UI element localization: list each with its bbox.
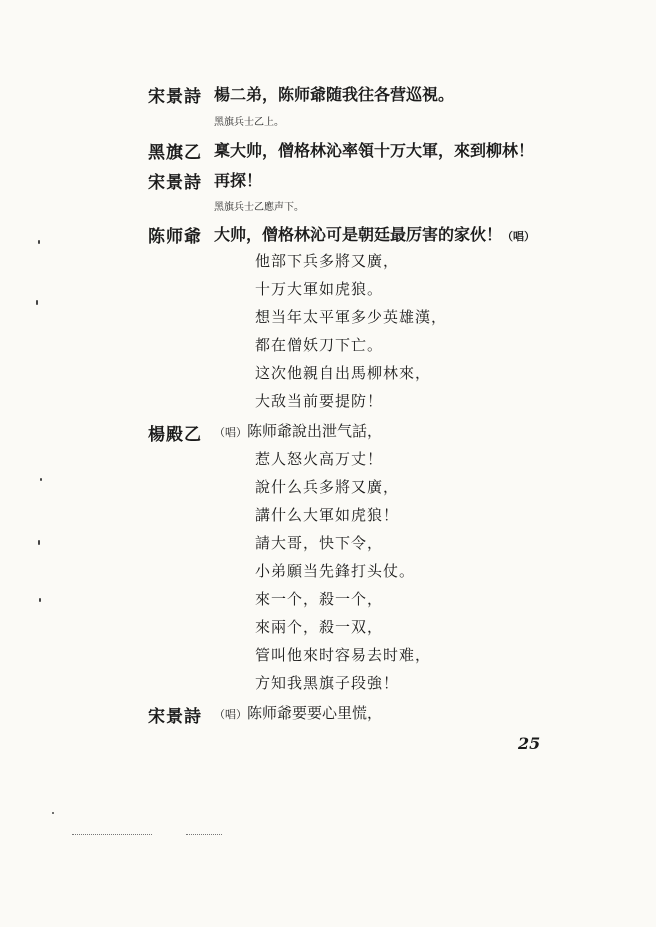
verse-line: 他部下兵多將又廣， [255,252,400,270]
speaker-heiqi-yi: 黑旗乙 [148,143,202,163]
verse-line: 管叫他來时容易去时难， [255,646,432,664]
scan-speck [40,478,42,481]
verse-line: 請大哥，快下令， [255,534,384,552]
stage-direction: 黑旗兵士乙應声下。 [214,202,304,213]
verse-line: 來一个，殺一个， [255,590,384,608]
scan-speck [52,812,54,814]
scan-speck [38,240,40,244]
scan-speck [39,598,41,602]
dialogue-line: 稟大帅，僧格林沁率領十万大軍，來到柳林！ [214,141,535,160]
speaker-song-jingshi: 宋景詩 [148,173,202,193]
dialogue-line [214,702,382,723]
dialogue-line: 再探！ [214,171,263,190]
footer-mark [72,834,152,836]
verse-line: 这次他親自出馬柳林來， [255,364,432,382]
verse-line: 惹人怒火高万丈！ [255,450,384,468]
dialogue-text: 大帅，僧格林沁可是朝廷最厉害的家伙！ [214,225,503,244]
stage-direction: 黑旗兵士乙上。 [214,117,284,128]
verse-line: 大敌当前要提防！ [255,392,384,410]
verse-text: 陈师爺說出泄气話， [247,422,383,440]
scan-speck [38,540,40,545]
speaker-song-jingshi: 宋景詩 [148,87,202,107]
verse-line: 來兩个，殺一双， [255,618,384,636]
verse-line: 想当年太平軍多少英雄漢， [255,308,448,326]
verse-line: 小弟願当先鋒打头仗。 [255,562,416,580]
speaker-chen-shiye: 陈师爺 [148,227,202,247]
verse-line: 講什么大軍如虎狼！ [255,506,400,524]
speaker-song-jingshi: 宋景詩 [148,707,202,727]
verse-line: 說什么兵多將又廣， [255,478,400,496]
verse-line: 都在僧妖刀下亡。 [255,336,384,354]
sing-cue: （唱） [214,426,247,439]
dialogue-line: 楊二弟，陈师爺随我往各营巡視。 [214,85,455,104]
sing-cue: （唱） [502,230,536,243]
verse-text: 陈师爺要要心里慌， [247,704,383,722]
sing-cue: （唱） [214,708,247,721]
verse-line: 方知我黑旗子段強！ [255,674,400,692]
verse-line: 十万大軍如虎狼。 [255,280,384,298]
speaker-yang-dianyi: 楊殿乙 [148,425,202,445]
footer-mark [186,834,222,836]
page-number: 25 [518,734,541,753]
scan-speck [36,300,38,305]
dialogue-line [214,420,382,441]
dialogue-line [214,222,535,245]
